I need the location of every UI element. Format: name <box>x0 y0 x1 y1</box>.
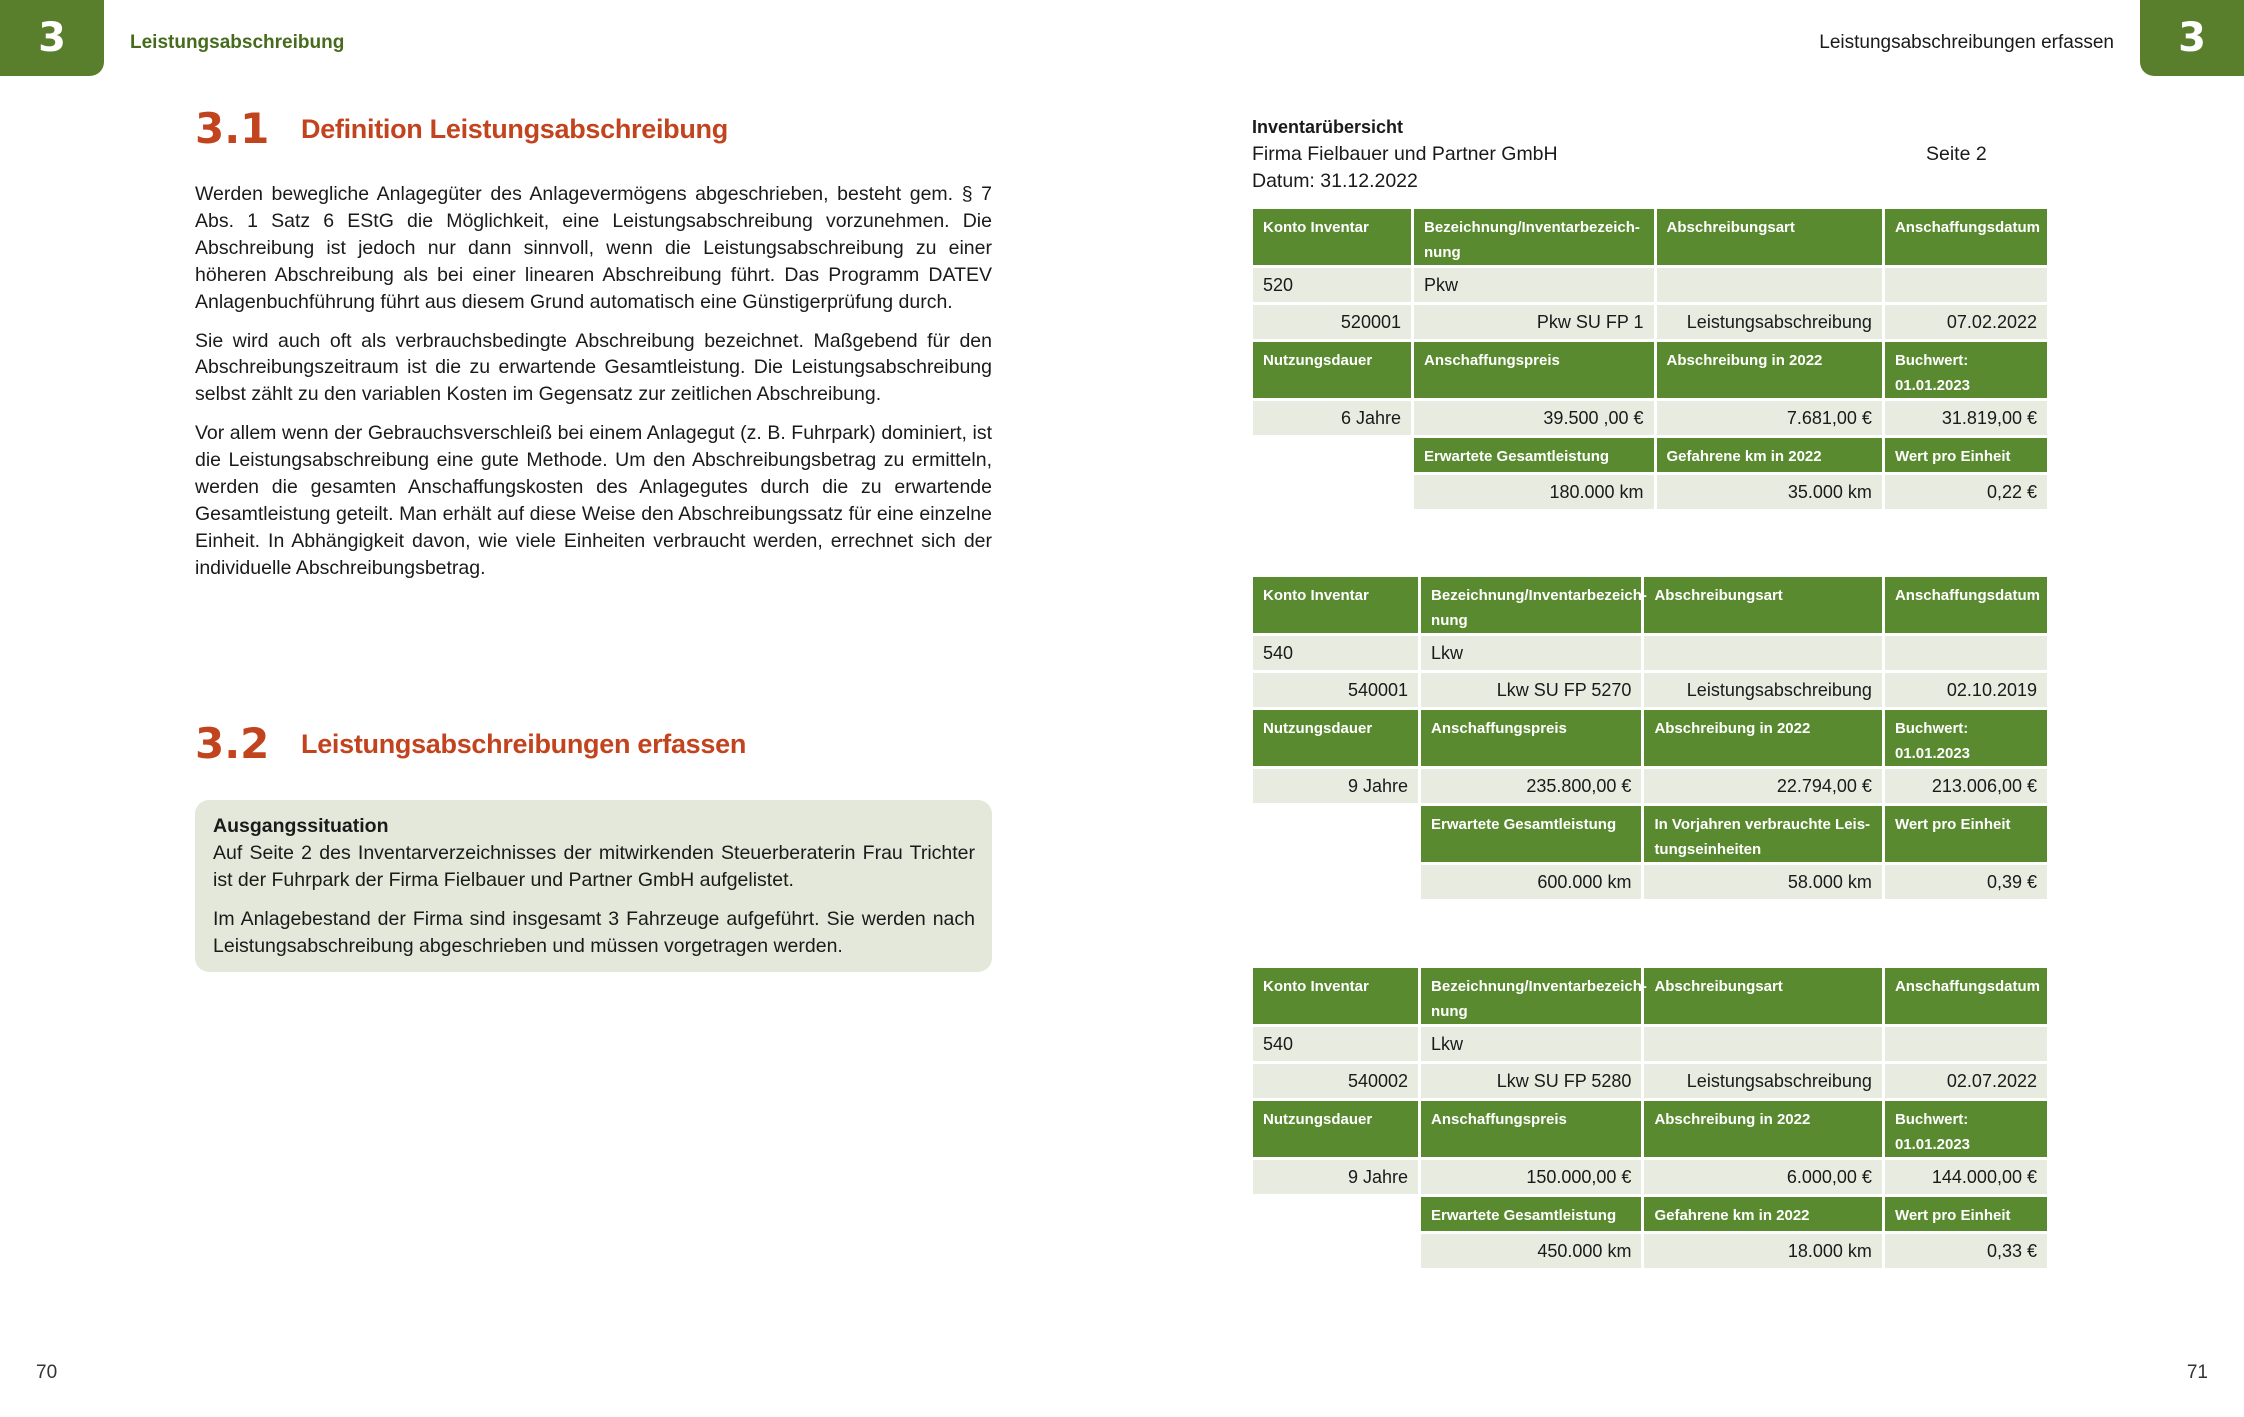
table-cell: 07.02.2022 <box>1885 305 2047 339</box>
header-cell: Wert pro Einheit <box>1885 1197 2047 1231</box>
header-cell: Abschreibungsart <box>1657 209 1882 265</box>
header-cell: Konto Inventar <box>1253 209 1411 265</box>
section-number: 3.2 <box>195 719 270 768</box>
table-cell: 520 <box>1253 268 1411 302</box>
header-cell: Anschaffungsdatum <box>1885 209 2047 265</box>
table-cell: 540 <box>1253 636 1418 670</box>
table-cell <box>1885 1027 2047 1061</box>
table-cell: 520001 <box>1253 305 1411 339</box>
situation-box <box>195 800 992 972</box>
header-cell: Nutzungsdauer <box>1253 710 1418 766</box>
paragraph: Im Anlagebestand der Firma sind insgesamt 3 Fahrzeuge aufgeführt. Sie werden nach Leistungsabschreibung abgeschrieben und müssen vorgetragen werden. <box>213 907 975 957</box>
paragraph: Vor allem wenn der Gebrauchsverschleiß bei einem Anlagegut (z. B. Fuhrpark) dominiert, ist die Leistungsabschreibung eine gute Methode. Um den Abschreibungsbetrag zu ermitteln, werden die gesamten Anschaffungskosten des Anlagegutes durch die zu erwartende Gesamtleistung geteilt. Man erhält auf diese Weise den Abschreibungssatz für eine einzelne Einheit. In Abhängigkeit davon, wie viele Einheiten verbraucht werden, errechnet sich der individuelle Abschreibungsbetrag. <box>195 422 992 579</box>
table-cell <box>1644 636 1882 670</box>
section-title: Leistungsabschreibungen erfassen <box>301 729 747 759</box>
table-cell: Lkw <box>1421 1027 1641 1061</box>
table-cell: 35.000 km <box>1657 475 1882 509</box>
header-cell: Buchwert: 01.01.2023 <box>1885 342 2047 398</box>
table-cell: 18.000 km <box>1644 1234 1882 1268</box>
table-cell: Leistungsabschreibung <box>1657 305 1882 339</box>
inventory-title: Inventarübersicht <box>1252 117 1404 137</box>
header-cell: Bezeichnung/Inventarbezeich-nung <box>1421 577 1641 633</box>
header-cell: Anschaffungsdatum <box>1885 577 2047 633</box>
table-cell: 0,39 € <box>1885 865 2047 899</box>
table-cell: 9 Jahre <box>1253 769 1418 803</box>
table-cell: 540 <box>1253 1027 1418 1061</box>
table-cell: 540002 <box>1253 1064 1418 1098</box>
header-cell: Erwartete Gesamtleistung <box>1414 438 1654 472</box>
header-cell: Anschaffungspreis <box>1421 710 1641 766</box>
header-cell: Wert pro Einheit <box>1885 806 2047 862</box>
table-cell: 213.006,00 € <box>1885 769 2047 803</box>
table-cell: 22.794,00 € <box>1644 769 1882 803</box>
table-cell: 235.800,00 € <box>1421 769 1641 803</box>
table-cell: Lkw SU FP 5270 <box>1421 673 1641 707</box>
chapter-tab-left: 3 <box>0 0 104 76</box>
header-cell: Gefahrene km in 2022 <box>1657 438 1882 472</box>
inventory-header <box>1252 114 2052 195</box>
header-cell: Buchwert: 01.01.2023 <box>1885 1101 2047 1157</box>
table-cell: Leistungsabschreibung <box>1644 1064 1882 1098</box>
header-cell: Buchwert: 01.01.2023 <box>1885 710 2047 766</box>
header-cell: Konto Inventar <box>1253 968 1418 1024</box>
table-cell: 02.10.2019 <box>1885 673 2047 707</box>
header-cell: Abschreibung in 2022 <box>1657 342 1882 398</box>
table-cell: 7.681,00 € <box>1657 401 1882 435</box>
header-cell: Nutzungsdauer <box>1253 342 1411 398</box>
table-cell: 58.000 km <box>1644 865 1882 899</box>
table-cell: 450.000 km <box>1421 1234 1641 1268</box>
company-name: Firma Fielbauer und Partner GmbH <box>1252 143 1558 165</box>
table-cell: 540001 <box>1253 673 1418 707</box>
inventory-date: Datum: 31.12.2022 <box>1252 170 1418 192</box>
table-cell: 0,22 € <box>1885 475 2047 509</box>
section-number: 3.1 <box>195 104 270 153</box>
header-cell: Wert pro Einheit <box>1885 438 2047 472</box>
header-cell: Erwartete Gesamtleistung <box>1421 806 1641 862</box>
table-cell: 6 Jahre <box>1253 401 1411 435</box>
table-cell: 9 Jahre <box>1253 1160 1418 1194</box>
header-cell: Bezeichnung/Inventarbezeich-nung <box>1414 209 1654 265</box>
paragraph: Sie wird auch oft als verbrauchsbedingte Abschreibung bezeichnet. Maßgebend für den Abschreibungszeitraum ist die zu erwartende Gesamtleistung. Die Leistungsabschreibung selbst zählt zu den variablen Kosten im Gegensatz zur zeitlichen Abschreibung. <box>195 329 992 406</box>
chapter-tab-right: 3 <box>2140 0 2244 76</box>
header-cell: Abschreibung in 2022 <box>1644 710 1882 766</box>
header-cell: Gefahrene km in 2022 <box>1644 1197 1882 1231</box>
table-cell: 31.819,00 € <box>1885 401 2047 435</box>
header-cell: In Vorjahren verbrauchte Leis-tungseinheiten <box>1644 806 1882 862</box>
table-cell: 600.000 km <box>1421 865 1641 899</box>
inventory-table <box>1250 965 2050 1271</box>
header-cell: Anschaffungsdatum <box>1885 968 2047 1024</box>
table-cell: 150.000,00 € <box>1421 1160 1641 1194</box>
inventory-table <box>1250 206 2050 512</box>
page-number-left: 70 <box>36 1362 58 1383</box>
table-cell: Lkw <box>1421 636 1641 670</box>
table-cell: Lkw SU FP 5280 <box>1421 1064 1641 1098</box>
table-cell: Pkw <box>1414 268 1654 302</box>
running-head-right: Leistungsabschreibungen erfassen <box>1819 32 2114 53</box>
table-cell: Leistungsabschreibung <box>1644 673 1882 707</box>
table-cell <box>1885 636 2047 670</box>
header-cell: Bezeichnung/Inventarbezeich-nung <box>1421 968 1641 1024</box>
page-label: Seite 2 <box>1926 143 1987 165</box>
table-cell: Pkw SU FP 1 <box>1414 305 1654 339</box>
table-cell: 144.000,00 € <box>1885 1160 2047 1194</box>
paragraph: Auf Seite 2 des Inventarverzeichnisses der mitwirkenden Steuerberaterin Frau Trichter ist der Fuhrpark der Firma Fielbauer und Partner GmbH aufgelistet. <box>213 841 975 891</box>
table-cell <box>1885 268 2047 302</box>
header-cell: Konto Inventar <box>1253 577 1418 633</box>
table-cell: 0,33 € <box>1885 1234 2047 1268</box>
header-cell: Abschreibungsart <box>1644 968 1882 1024</box>
header-cell: Abschreibung in 2022 <box>1644 1101 1882 1157</box>
paragraph: Werden bewegliche Anlagegüter des Anlagevermögens abgeschrieben, besteht gem. § 7 Abs. 1 Satz 6 EStG die Möglichkeit, eine Leistungsabschreibung vorzunehmen. Die Abschreibung ist jedoch nur dann sinnvoll, wenn die Leistungsabschreibung zu einer höheren Abschreibung als bei einer linearen Abschreibung führt. Das Programm DATEV Anlagenbuchführung führt aus diesem Grund automatisch eine Günstigerprüfung durch. <box>195 183 992 313</box>
table-cell: 180.000 km <box>1414 475 1654 509</box>
box-title: Ausgangssituation <box>213 815 389 837</box>
header-cell: Nutzungsdauer <box>1253 1101 1418 1157</box>
page-number-right: 71 <box>2186 1362 2208 1383</box>
table-cell <box>1657 268 1882 302</box>
inventory-table <box>1250 574 2050 902</box>
section-title: Definition Leistungsabschreibung <box>301 114 728 144</box>
section-body <box>195 181 992 594</box>
table-cell: 39.500 ,00 € <box>1414 401 1654 435</box>
header-cell: Anschaffungspreis <box>1421 1101 1641 1157</box>
header-cell: Anschaffungspreis <box>1414 342 1654 398</box>
header-cell: Erwartete Gesamtleistung <box>1421 1197 1641 1231</box>
header-cell: Abschreibungsart <box>1644 577 1882 633</box>
table-cell <box>1644 1027 1882 1061</box>
table-cell: 6.000,00 € <box>1644 1160 1882 1194</box>
table-cell: 02.07.2022 <box>1885 1064 2047 1098</box>
running-head-left: Leistungsabschreibung <box>130 32 345 53</box>
